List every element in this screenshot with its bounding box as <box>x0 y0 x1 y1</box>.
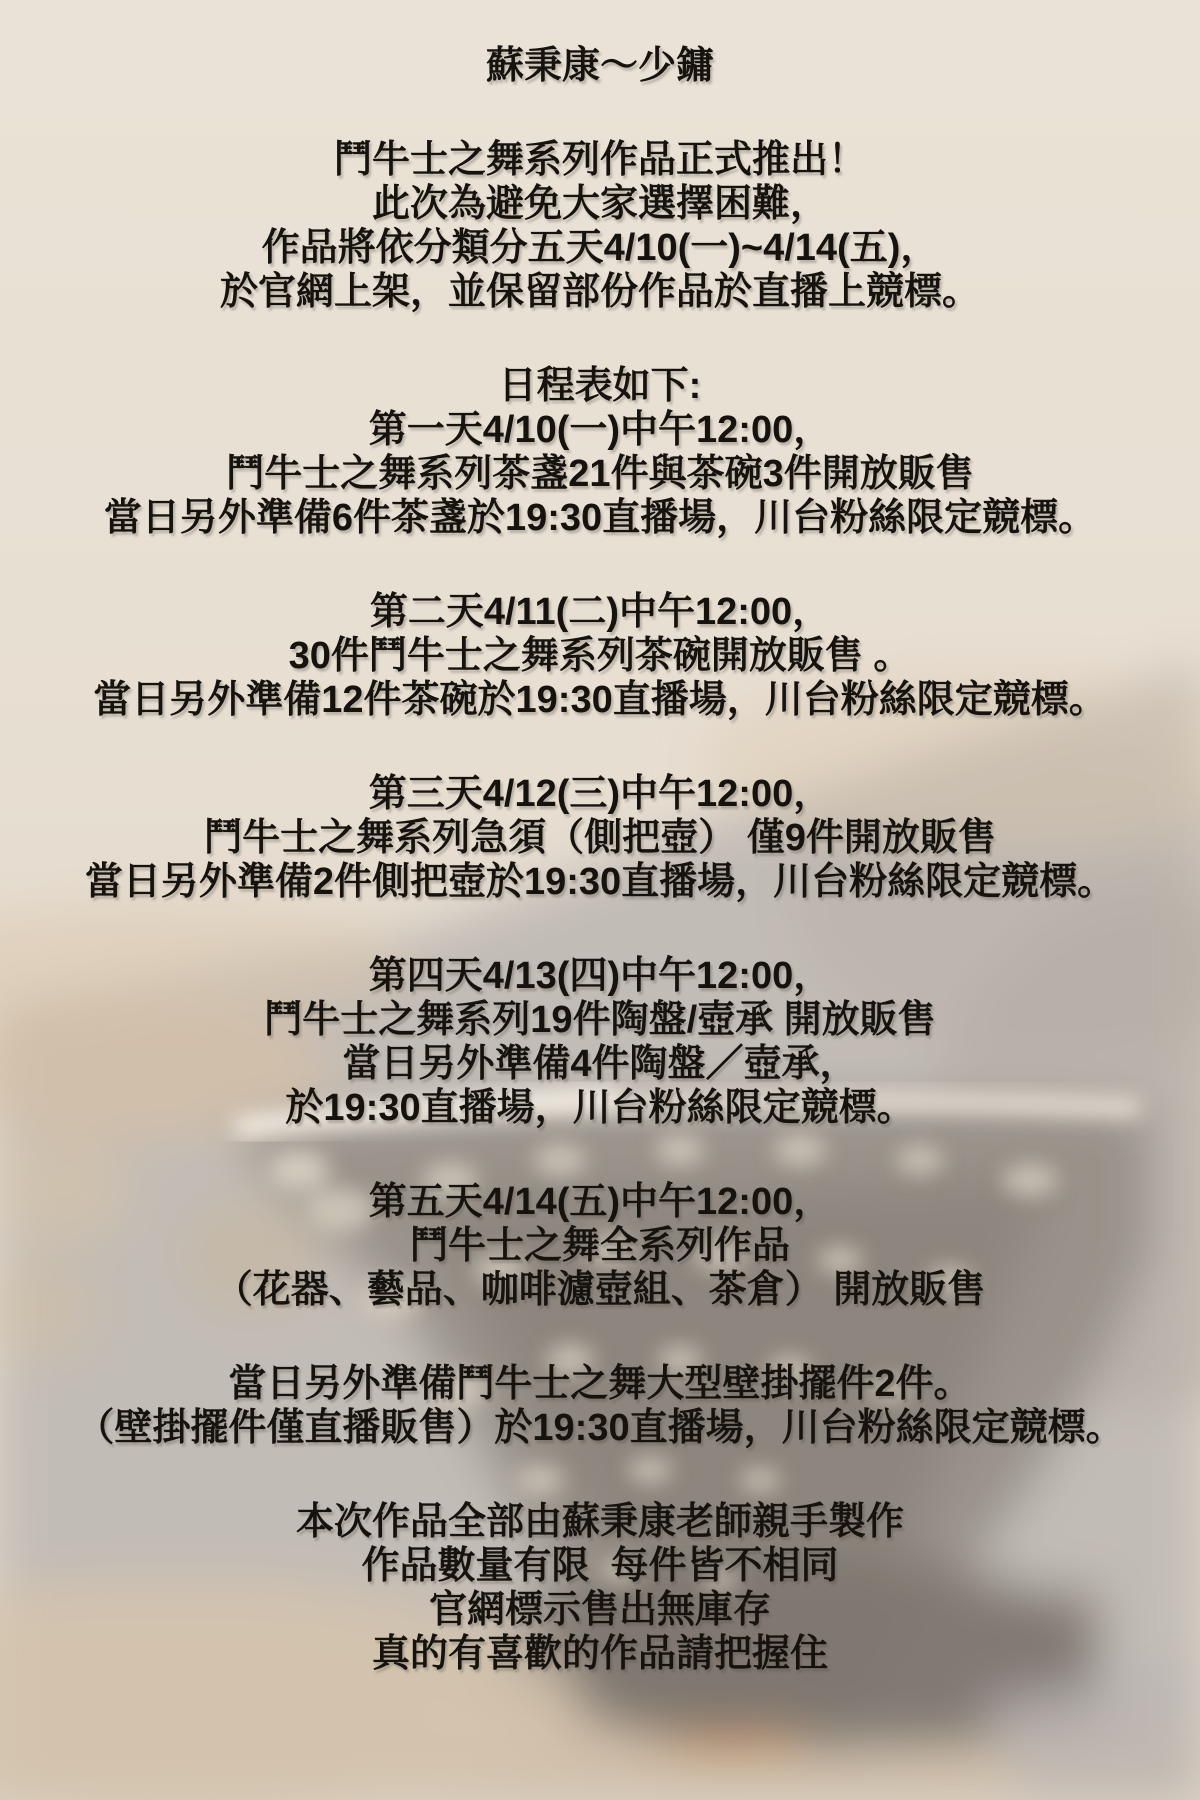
intro-line: 於官網上架，並保留部份作品於直播上競標。 <box>219 271 980 313</box>
section-title <box>0 44 1200 88</box>
day5-heading: 第五天4/14(五)中午12:00， <box>368 1181 832 1223</box>
section-schedule-day1 <box>0 364 1200 540</box>
day3-heading: 第三天4/12(三)中午12:00， <box>368 773 832 815</box>
section-closing <box>0 1500 1200 1676</box>
day4-livestream: 當日另外準備4件陶盤／壺承， <box>342 1043 858 1085</box>
day4-detail: 鬥牛士之舞系列19件陶盤/壺承 開放販售 <box>264 999 936 1041</box>
closing-line: 官網標示售出無庫存 <box>428 1589 771 1631</box>
day3-detail: 鬥牛士之舞系列急須（側把壺） 僅9件開放販售 <box>204 817 996 859</box>
wall-hanging-livestream: （壁掛擺件僅直播販售）於19:30直播場，川台粉絲限定競標。 <box>76 1407 1124 1449</box>
section-day4 <box>0 954 1200 1130</box>
closing-line: 作品數量有限 每件皆不相同 <box>361 1545 839 1587</box>
section-day3 <box>0 772 1200 904</box>
closing-line: 真的有喜歡的作品請把握住 <box>371 1633 828 1675</box>
day1-livestream: 當日另外準備6件茶盞於19:30直播場，川台粉絲限定競標。 <box>103 497 1097 539</box>
schedule-heading: 日程表如下: <box>498 365 702 407</box>
section-wall-hanging <box>0 1362 1200 1450</box>
day5-detail: 鬥牛士之舞全系列作品 <box>409 1225 790 1267</box>
day1-detail: 鬥牛士之舞系列茶盞21件與茶碗3件開放販售 <box>226 453 974 495</box>
page-title: 蘇秉康～少鏞 <box>485 45 714 87</box>
section-intro <box>0 138 1200 314</box>
day1-heading: 第一天4/10(一)中午12:00， <box>368 409 832 451</box>
intro-line: 此次為避免大家選擇困難， <box>371 183 828 225</box>
intro-line: 鬥牛士之舞系列作品正式推出！ <box>333 139 866 181</box>
day3-livestream: 當日另外準備2件側把壺於19:30直播場，川台粉絲限定競標。 <box>84 861 1116 903</box>
section-day5 <box>0 1180 1200 1312</box>
day5-detail: （花器、藝品、咖啡濾壺組、茶倉） 開放販售 <box>214 1269 986 1311</box>
section-day2 <box>0 590 1200 722</box>
day4-livestream: 於19:30直播場，川台粉絲限定競標。 <box>285 1087 915 1129</box>
day2-detail: 30件鬥牛士之舞系列茶碗開放販售 。 <box>288 635 912 677</box>
day2-livestream: 當日另外準備12件茶碗於19:30直播場，川台粉絲限定競標。 <box>93 679 1107 721</box>
wall-hanging-detail: 當日另外準備鬥牛士之舞大型壁掛擺件2件。 <box>228 1363 972 1405</box>
intro-line: 作品將依分類分五天4/10(一)~4/14(五)， <box>261 227 939 269</box>
closing-line: 本次作品全部由蘇秉康老師親手製作 <box>295 1501 904 1543</box>
day4-heading: 第四天4/13(四)中午12:00， <box>368 955 832 997</box>
day2-heading: 第二天4/11(二)中午12:00， <box>369 591 831 633</box>
